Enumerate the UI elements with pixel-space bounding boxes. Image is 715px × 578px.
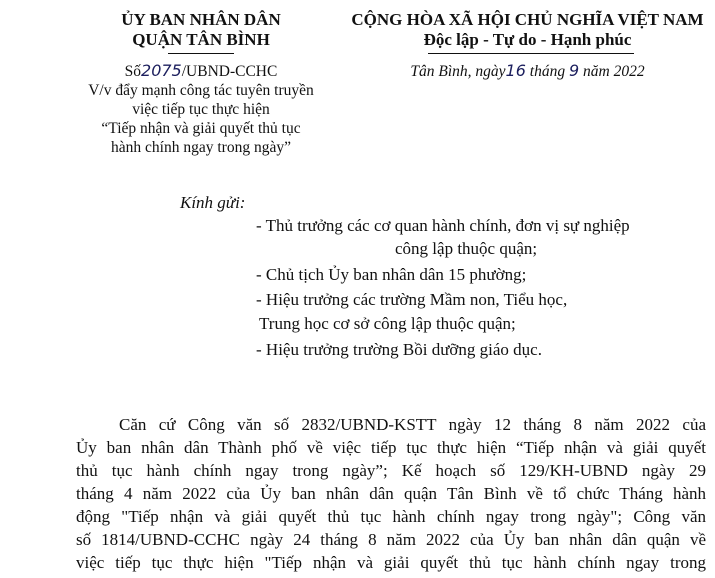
- date-place: [340, 61, 715, 81]
- body-line: Ủy ban nhân dân Thành phố về việc tiếp tục thực hiện “Tiếp nhận và giải quyết: [76, 438, 706, 457]
- recipient-item: Trung học cơ sở công lập thuộc quận;: [259, 314, 516, 333]
- recipients-title: Kính gửi:: [180, 193, 246, 212]
- motto-underline: [428, 53, 634, 54]
- subject-line-3: “Tiếp nhận và giải quyết thủ tục: [101, 120, 301, 137]
- date-year: năm 2022: [583, 63, 645, 80]
- date-place-label: Tân Bình, ngày: [410, 63, 506, 80]
- date-month-label: tháng: [529, 63, 566, 80]
- body-line: số 1814/UBND-CCHC ngày 24 tháng 8 năm 2022 của Ủy ban nhân dân quận về: [76, 530, 706, 549]
- recipient-item: - Hiệu trưởng trường Bồi dưỡng giáo dục.: [256, 340, 542, 359]
- body-line: việc tiếp tục thực hiện "Tiếp nhận và giải quyết thủ tục hành chính ngay trong: [76, 553, 706, 572]
- org-name-line1: ỦY BAN NHÂN DÂN: [121, 10, 281, 29]
- body-line: tháng 4 năm 2022 của Ủy ban nhân dân quận Tân Bình về tổ chức Tháng hành: [76, 484, 706, 503]
- body-line: Căn cứ Công văn số 2832/UBND-KSTT ngày 12 tháng 8 năm 2022 của: [119, 415, 706, 434]
- body-line: động "Tiếp nhận và giải quyết thủ tục hành chính ngay trong ngày"; Công văn: [76, 507, 706, 526]
- org-name-line2: QUẬN TÂN BÌNH: [132, 30, 270, 49]
- country-name: CỘNG HÒA XÃ HỘI CHỦ NGHĨA VIỆT NAM: [351, 10, 704, 29]
- body-line: thủ tục hành chính ngay trong ngày”; Kế hoạch số 129/KH-UBND ngày 29: [76, 461, 706, 480]
- doc-no-handwritten: 2075: [141, 61, 182, 80]
- recipient-item: công lập thuộc quận;: [395, 239, 538, 258]
- doc-no-prefix: Số: [124, 63, 142, 80]
- national-motto: Độc lập - Tự do - Hạnh phúc: [423, 30, 632, 49]
- subject-line-2: việc tiếp tục thực hiện: [132, 101, 270, 118]
- date-month-handwritten: 9: [568, 61, 580, 80]
- recipient-item: - Chủ tịch Ủy ban nhân dân 15 phường;: [256, 265, 527, 284]
- subject-line-1: V/v đẩy mạnh công tác tuyên truyền: [88, 82, 314, 99]
- recipient-item: - Hiệu trưởng các trường Mầm non, Tiểu học,: [256, 290, 568, 309]
- recipient-item: - Thủ trưởng các cơ quan hành chính, đơn vị sự nghiệp: [256, 216, 630, 235]
- date-day-handwritten: 16: [505, 61, 526, 80]
- document-number: [76, 61, 326, 81]
- org-underline: [168, 53, 234, 54]
- subject-line-4: hành chính ngay trong ngày”: [111, 139, 291, 156]
- doc-no-suffix: /UBND-CCHC: [181, 63, 278, 80]
